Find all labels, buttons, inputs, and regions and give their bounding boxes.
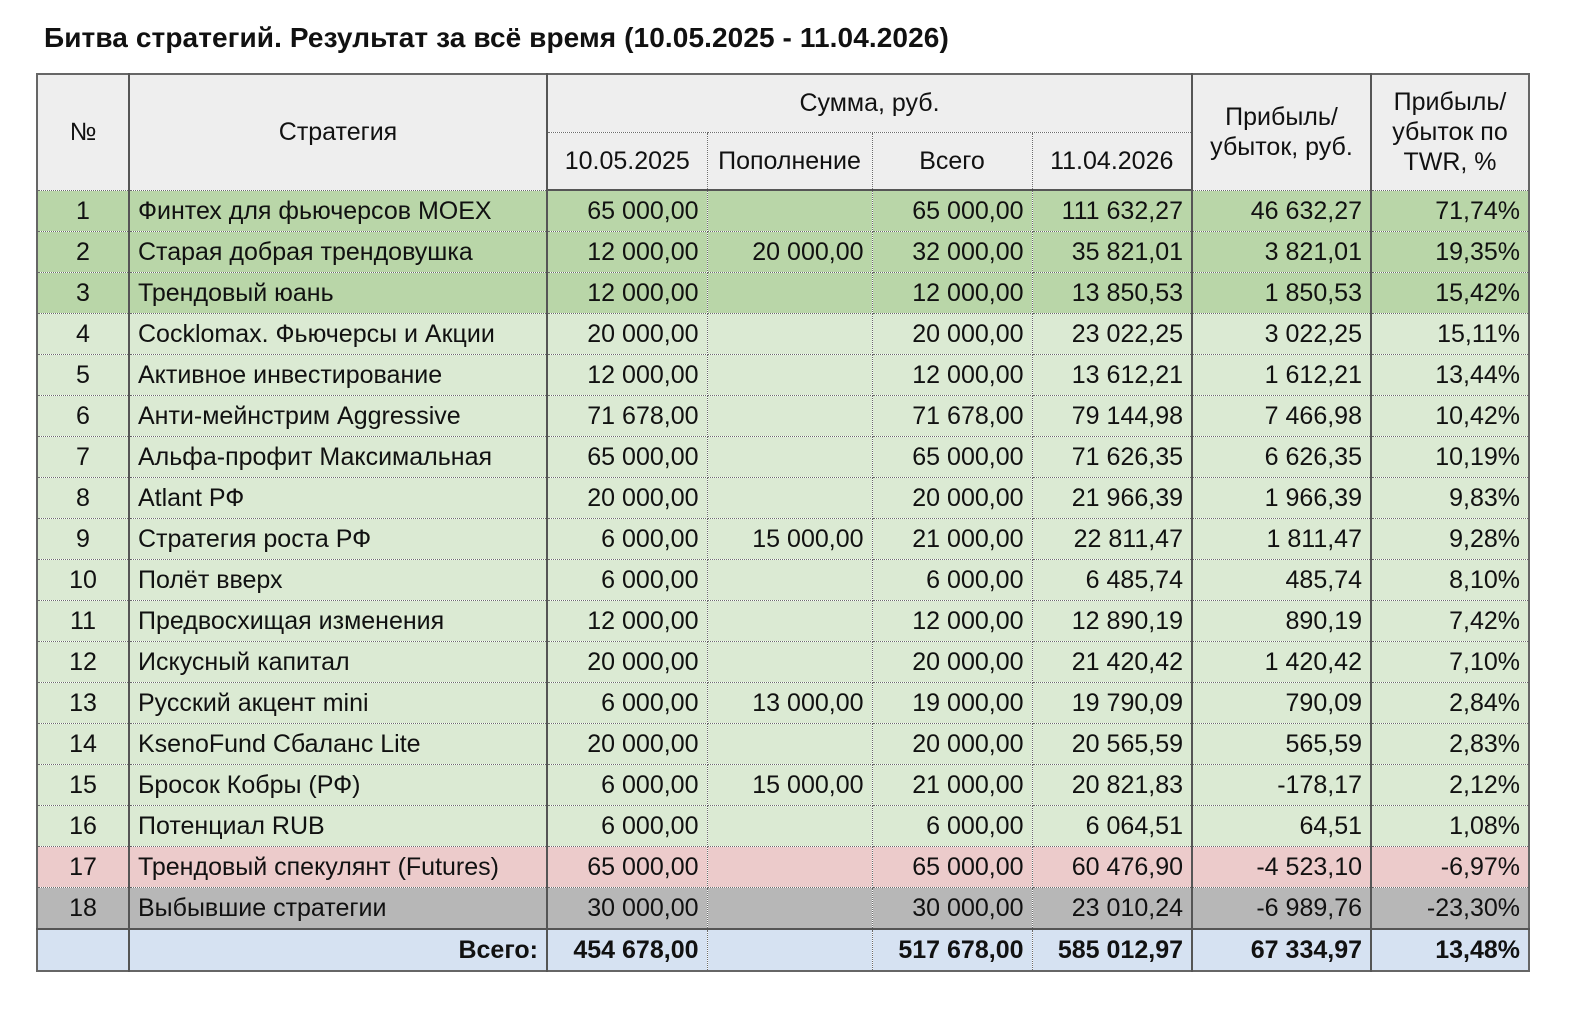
profit-twr-cell: 1,08%	[1371, 806, 1529, 847]
profit-twr-cell: -23,30%	[1371, 888, 1529, 930]
end-amount-cell: 22 811,47	[1032, 519, 1192, 560]
profit-rub-cell: -4 523,10	[1192, 847, 1371, 888]
profit-twr-cell: 71,74%	[1371, 190, 1529, 232]
profit-rub-cell: 1 966,39	[1192, 478, 1371, 519]
total-amount-cell: 20 000,00	[872, 724, 1032, 765]
total-amount-cell: 32 000,00	[872, 232, 1032, 273]
profit-twr-cell: 15,11%	[1371, 314, 1529, 355]
profit-twr-cell: 2,12%	[1371, 765, 1529, 806]
header-topup: Пополнение	[707, 132, 872, 190]
table-row	[37, 642, 1529, 683]
topup-amount-cell	[707, 190, 872, 232]
profit-rub-cell: 3 821,01	[1192, 232, 1371, 273]
topup-amount-cell: 15 000,00	[707, 765, 872, 806]
topup-amount-cell	[707, 560, 872, 601]
topup-amount-cell	[707, 314, 872, 355]
profit-twr-cell: -6,97%	[1371, 847, 1529, 888]
profit-twr-cell: 7,10%	[1371, 642, 1529, 683]
topup-amount-cell: 13 000,00	[707, 683, 872, 724]
profit-twr-cell: 10,42%	[1371, 396, 1529, 437]
row-number-cell: 7	[37, 437, 129, 478]
table-row	[37, 519, 1529, 560]
total-amount-cell: 6 000,00	[872, 560, 1032, 601]
profit-twr-cell: 15,42%	[1371, 273, 1529, 314]
strategy-name-cell: Полёт вверх	[129, 560, 547, 601]
end-amount-cell: 111 632,27	[1032, 190, 1192, 232]
table-row	[37, 888, 1529, 930]
totals-start: 454 678,00	[547, 929, 707, 971]
row-number-cell: 17	[37, 847, 129, 888]
row-number-cell: 1	[37, 190, 129, 232]
start-amount-cell: 12 000,00	[547, 273, 707, 314]
topup-amount-cell	[707, 601, 872, 642]
header-sum-group: Сумма, руб.	[547, 74, 1192, 132]
total-amount-cell: 65 000,00	[872, 190, 1032, 232]
end-amount-cell: 12 890,19	[1032, 601, 1192, 642]
total-amount-cell: 20 000,00	[872, 478, 1032, 519]
end-amount-cell: 13 612,21	[1032, 355, 1192, 396]
totals-profit: 67 334,97	[1192, 929, 1371, 971]
profit-rub-cell: -6 989,76	[1192, 888, 1371, 930]
profit-rub-cell: 7 466,98	[1192, 396, 1371, 437]
table-row	[37, 478, 1529, 519]
total-amount-cell: 12 000,00	[872, 355, 1032, 396]
table-row	[37, 560, 1529, 601]
end-amount-cell: 60 476,90	[1032, 847, 1192, 888]
start-amount-cell: 6 000,00	[547, 765, 707, 806]
total-amount-cell: 21 000,00	[872, 765, 1032, 806]
header-end-date: 11.04.2026	[1032, 132, 1192, 190]
strategy-name-cell: Предвосхищая изменения	[129, 601, 547, 642]
row-number-cell: 4	[37, 314, 129, 355]
table-row	[37, 314, 1529, 355]
strategy-name-cell: Финтех для фьючерсов MOEX	[129, 190, 547, 232]
end-amount-cell: 6 064,51	[1032, 806, 1192, 847]
strategy-name-cell: Cocklomax. Фьючерсы и Акции	[129, 314, 547, 355]
totals-end: 585 012,97	[1032, 929, 1192, 971]
table-row	[37, 355, 1529, 396]
strategy-name-cell: Альфа-профит Максимальная	[129, 437, 547, 478]
profit-twr-cell: 7,42%	[1371, 601, 1529, 642]
table-row	[37, 396, 1529, 437]
end-amount-cell: 13 850,53	[1032, 273, 1192, 314]
topup-amount-cell	[707, 888, 872, 930]
start-amount-cell: 20 000,00	[547, 724, 707, 765]
end-amount-cell: 20 565,59	[1032, 724, 1192, 765]
row-number-cell: 12	[37, 642, 129, 683]
table-header	[37, 74, 1529, 190]
profit-twr-cell: 8,10%	[1371, 560, 1529, 601]
table-row	[37, 724, 1529, 765]
start-amount-cell: 30 000,00	[547, 888, 707, 930]
start-amount-cell: 20 000,00	[547, 478, 707, 519]
total-amount-cell: 12 000,00	[872, 273, 1032, 314]
topup-amount-cell	[707, 724, 872, 765]
row-number-cell: 6	[37, 396, 129, 437]
row-number-cell: 10	[37, 560, 129, 601]
header-start-date: 10.05.2025	[547, 132, 707, 190]
topup-amount-cell	[707, 847, 872, 888]
header-total: Всего	[872, 132, 1032, 190]
end-amount-cell: 35 821,01	[1032, 232, 1192, 273]
end-amount-cell: 21 420,42	[1032, 642, 1192, 683]
start-amount-cell: 6 000,00	[547, 519, 707, 560]
total-amount-cell: 19 000,00	[872, 683, 1032, 724]
topup-amount-cell	[707, 437, 872, 478]
profit-rub-cell: 890,19	[1192, 601, 1371, 642]
end-amount-cell: 23 010,24	[1032, 888, 1192, 930]
total-amount-cell: 20 000,00	[872, 642, 1032, 683]
profit-rub-cell: 3 022,25	[1192, 314, 1371, 355]
start-amount-cell: 12 000,00	[547, 601, 707, 642]
table-row	[37, 273, 1529, 314]
end-amount-cell: 20 821,83	[1032, 765, 1192, 806]
end-amount-cell: 19 790,09	[1032, 683, 1192, 724]
row-number-cell: 5	[37, 355, 129, 396]
strategy-name-cell: Выбывшие стратегии	[129, 888, 547, 930]
strategy-name-cell: Искусный капитал	[129, 642, 547, 683]
profit-rub-cell: 1 850,53	[1192, 273, 1371, 314]
total-amount-cell: 12 000,00	[872, 601, 1032, 642]
profit-rub-cell: 1 811,47	[1192, 519, 1371, 560]
strategy-name-cell: Бросок Кобры (РФ)	[129, 765, 547, 806]
start-amount-cell: 20 000,00	[547, 314, 707, 355]
row-number-cell: 15	[37, 765, 129, 806]
profit-rub-cell: 1 612,21	[1192, 355, 1371, 396]
profit-rub-cell: 485,74	[1192, 560, 1371, 601]
end-amount-cell: 21 966,39	[1032, 478, 1192, 519]
start-amount-cell: 65 000,00	[547, 437, 707, 478]
profit-twr-cell: 19,35%	[1371, 232, 1529, 273]
page-title: Битва стратегий. Результат за всё время (10.05.2025 - 11.04.2026)	[44, 22, 949, 53]
header-profit-twr: Прибыль/ убыток по TWR, %	[1371, 74, 1529, 190]
row-number-cell: 16	[37, 806, 129, 847]
row-number-cell: 9	[37, 519, 129, 560]
header-profit-rub: Прибыль/ убыток, руб.	[1192, 74, 1371, 190]
row-number-cell: 8	[37, 478, 129, 519]
strategy-name-cell: Старая добрая трендовушка	[129, 232, 547, 273]
topup-amount-cell	[707, 355, 872, 396]
strategy-name-cell: KsenoFund Сбаланс Lite	[129, 724, 547, 765]
totals-topup	[707, 929, 872, 971]
row-number-cell: 18	[37, 888, 129, 930]
table-row	[37, 847, 1529, 888]
row-number-cell: 11	[37, 601, 129, 642]
strategy-name-cell: Русский акцент mini	[129, 683, 547, 724]
topup-amount-cell	[707, 396, 872, 437]
total-amount-cell: 71 678,00	[872, 396, 1032, 437]
topup-amount-cell	[707, 478, 872, 519]
profit-twr-cell: 2,83%	[1371, 724, 1529, 765]
profit-twr-cell: 13,44%	[1371, 355, 1529, 396]
total-amount-cell: 65 000,00	[872, 847, 1032, 888]
row-number-cell: 3	[37, 273, 129, 314]
total-amount-cell: 6 000,00	[872, 806, 1032, 847]
topup-amount-cell	[707, 806, 872, 847]
totals-label: Всего:	[129, 929, 547, 971]
strategy-name-cell: Atlant РФ	[129, 478, 547, 519]
start-amount-cell: 6 000,00	[547, 683, 707, 724]
start-amount-cell: 12 000,00	[547, 355, 707, 396]
profit-rub-cell: 6 626,35	[1192, 437, 1371, 478]
strategies-table	[36, 73, 1530, 972]
totals-no-cell	[37, 929, 129, 971]
end-amount-cell: 79 144,98	[1032, 396, 1192, 437]
end-amount-cell: 23 022,25	[1032, 314, 1192, 355]
total-amount-cell: 30 000,00	[872, 888, 1032, 930]
start-amount-cell: 65 000,00	[547, 190, 707, 232]
total-amount-cell: 65 000,00	[872, 437, 1032, 478]
profit-rub-cell: 790,09	[1192, 683, 1371, 724]
total-amount-cell: 21 000,00	[872, 519, 1032, 560]
strategy-name-cell: Анти-мейнстрим Aggressive	[129, 396, 547, 437]
end-amount-cell: 6 485,74	[1032, 560, 1192, 601]
table-body	[37, 190, 1529, 929]
row-number-cell: 14	[37, 724, 129, 765]
header-strategy: Стратегия	[129, 74, 547, 190]
total-amount-cell: 20 000,00	[872, 314, 1032, 355]
topup-amount-cell	[707, 642, 872, 683]
strategy-name-cell: Активное инвестирование	[129, 355, 547, 396]
start-amount-cell: 20 000,00	[547, 642, 707, 683]
topup-amount-cell: 20 000,00	[707, 232, 872, 273]
profit-twr-cell: 10,19%	[1371, 437, 1529, 478]
strategy-name-cell: Стратегия роста РФ	[129, 519, 547, 560]
profit-twr-cell: 9,83%	[1371, 478, 1529, 519]
strategy-name-cell: Трендовый спекулянт (Futures)	[129, 847, 547, 888]
profit-twr-cell: 9,28%	[1371, 519, 1529, 560]
totals-twr: 13,48%	[1371, 929, 1529, 971]
table-row	[37, 601, 1529, 642]
start-amount-cell: 6 000,00	[547, 560, 707, 601]
strategy-name-cell: Трендовый юань	[129, 273, 547, 314]
table-row	[37, 806, 1529, 847]
topup-amount-cell	[707, 273, 872, 314]
strategy-name-cell: Потенциал RUB	[129, 806, 547, 847]
profit-rub-cell: 64,51	[1192, 806, 1371, 847]
table-row	[37, 765, 1529, 806]
table-row	[37, 232, 1529, 273]
table-row	[37, 190, 1529, 232]
table-row	[37, 437, 1529, 478]
totals-row	[37, 929, 1529, 971]
topup-amount-cell: 15 000,00	[707, 519, 872, 560]
profit-rub-cell: -178,17	[1192, 765, 1371, 806]
profit-rub-cell: 565,59	[1192, 724, 1371, 765]
end-amount-cell: 71 626,35	[1032, 437, 1192, 478]
profit-twr-cell: 2,84%	[1371, 683, 1529, 724]
profit-rub-cell: 1 420,42	[1192, 642, 1371, 683]
start-amount-cell: 6 000,00	[547, 806, 707, 847]
start-amount-cell: 65 000,00	[547, 847, 707, 888]
table-row	[37, 683, 1529, 724]
start-amount-cell: 71 678,00	[547, 396, 707, 437]
row-number-cell: 13	[37, 683, 129, 724]
profit-rub-cell: 46 632,27	[1192, 190, 1371, 232]
totals-total: 517 678,00	[872, 929, 1032, 971]
row-number-cell: 2	[37, 232, 129, 273]
header-no: №	[37, 74, 129, 190]
start-amount-cell: 12 000,00	[547, 232, 707, 273]
